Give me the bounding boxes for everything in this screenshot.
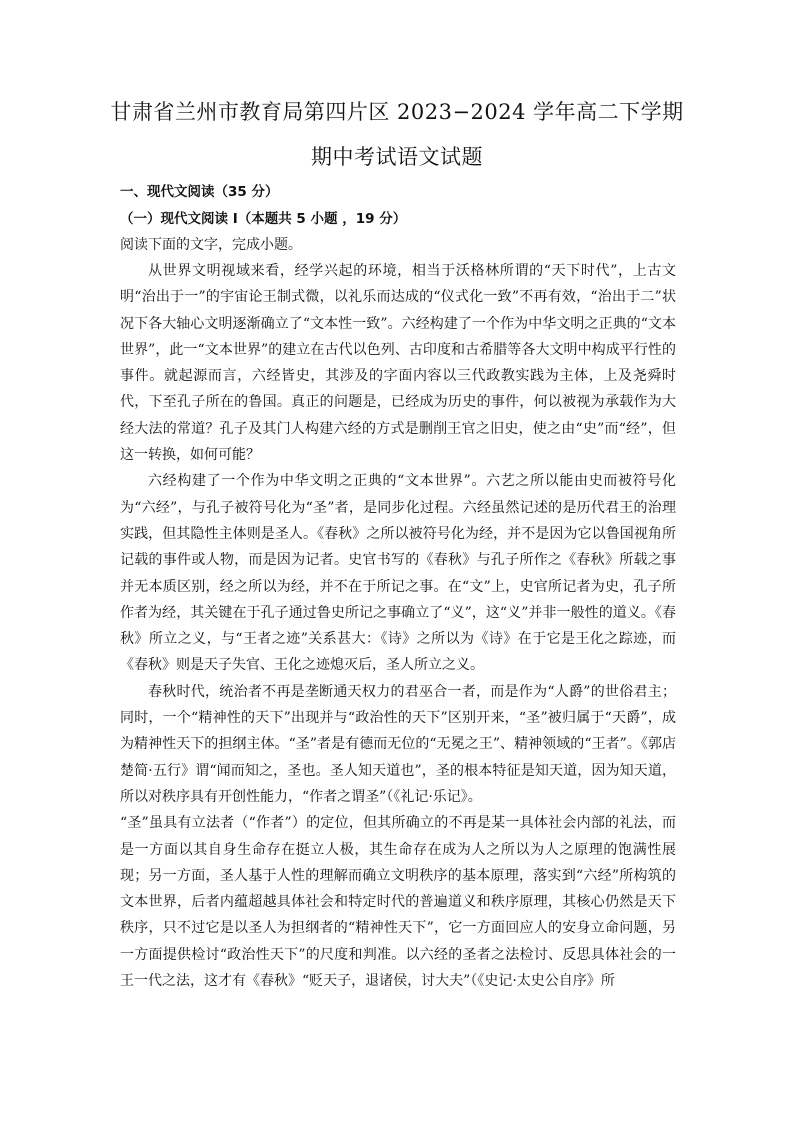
section-heading: 一、现代文阅读（35 分） <box>120 184 279 200</box>
exam-title-line-1: 甘肃省兰州市教育局第四片区 2023−2024 学年高二下学期 <box>110 100 684 124</box>
reading-passage <box>120 258 676 994</box>
exam-title-line-2: 期中考试语文试题 <box>311 145 483 169</box>
passage-paragraph-2: 六经构建了一个作为中华文明之正典的“文本世界”。六艺之所以能由史而被符号化为“六经”，与孔子被符号化为“圣”者，是同步化过程。六经虽然记述的是历代君王的治理实践，但其隐性主体则是圣人。《春秋》之所以被符号化为经，并不是因为它以鲁国视角所记载的事件或人物，而是因为记者。史官书写的《春秋》与孔子所作之《春秋》所载之事并无本质区别，经之所以为经，并不在于所记之事。在“文”上，史官所记者为史，孔子所作者为经，其关键在于孔子通过鲁史所记之事确立了“义”，这“义”并非一般性的道义。《春秋》所立之义，与“王者之迹”关系甚大：《诗》之所以为《诗》在于它是王化之踪迹，而《春秋》则是天子失官、王化之迹熄灭后，圣人所立之义。 <box>120 473 676 674</box>
passage-paragraph-1: 从世界文明视域来看，经学兴起的环境，相当于沃格林所谓的“天下时代”，上古文明“治出于一”的宇宙论王制式微，以礼乐而达成的“仪式化一致”不再有效，“治出于二”状况下各大轴心文明逐渐确立了“文本性一致”。六经构建了一个作为中华文明之正典的“文本世界”，此一“文本世界”的建立在古代以色列、古印度和古希腊等各大文明中构成平行性的事件。就起源而言，六经皆史，其涉及的字面内容以三代政教实践为主体，上及尧舜时代，下至孔子所在的鲁国。真正的问题是，已经成为历史的事件，何以被视为承载作为大经大法的常道？孔子及其门人构建六经的方式是删削王官之旧史，使之由“史”而“经”，但这一转换，如何可能？ <box>120 263 676 464</box>
passage-paragraph-4: “圣”虽具有立法者（“作者”）的定位，但其所确立的不再是某一具体社会内部的礼法，而是一方面以其自身生命存在挺立人极，其生命存在成为人之所以为人之原理的饱满性展现；另一方面，圣人基于人性的理解而确立文明秩序的基本原理，落实到“六经”所构筑的文本世界，后者内蕴超越具体社会和特定时代的普遍道义和秩序原理，其核心仍然是天下秩序，只不过它是以圣人为担纲者的“精神性天下”，它一方面回应人的安身立命问题，另一方面提供检讨“政治性天下”的尺度和判准。以六经的圣者之法检讨、反思具体社会的一王一代之法，这才有《春秋》“贬天子，退诸侯，讨大夫”（《史记·太史公自序》所 <box>120 815 676 990</box>
reading-instruction: 阅读下面的文字，完成小题。 <box>120 237 302 253</box>
subsection-heading: （一）现代文阅读 I（本题共 5 小题 ，19 分） <box>120 211 407 227</box>
passage-paragraph-3: 春秋时代，统治者不再是垄断通天权力的君巫合一者，而是作为“人爵”的世俗君主；同时，一个“精神性的天下”出现并与“政治性的天下”区别开来，“圣”被归属于“天爵”，成为精神性天下的担纲主体。“圣”者是有德而无位的“无冕之王”、精神领域的“王者”。《郭店楚简·五行》谓“闻而知之，圣也。圣人知天道也”，圣的根本特征是知天道，因为知天道，所以对秩序具有开创性能力，“作者之谓圣”（《礼记·乐记》。 <box>120 683 676 805</box>
